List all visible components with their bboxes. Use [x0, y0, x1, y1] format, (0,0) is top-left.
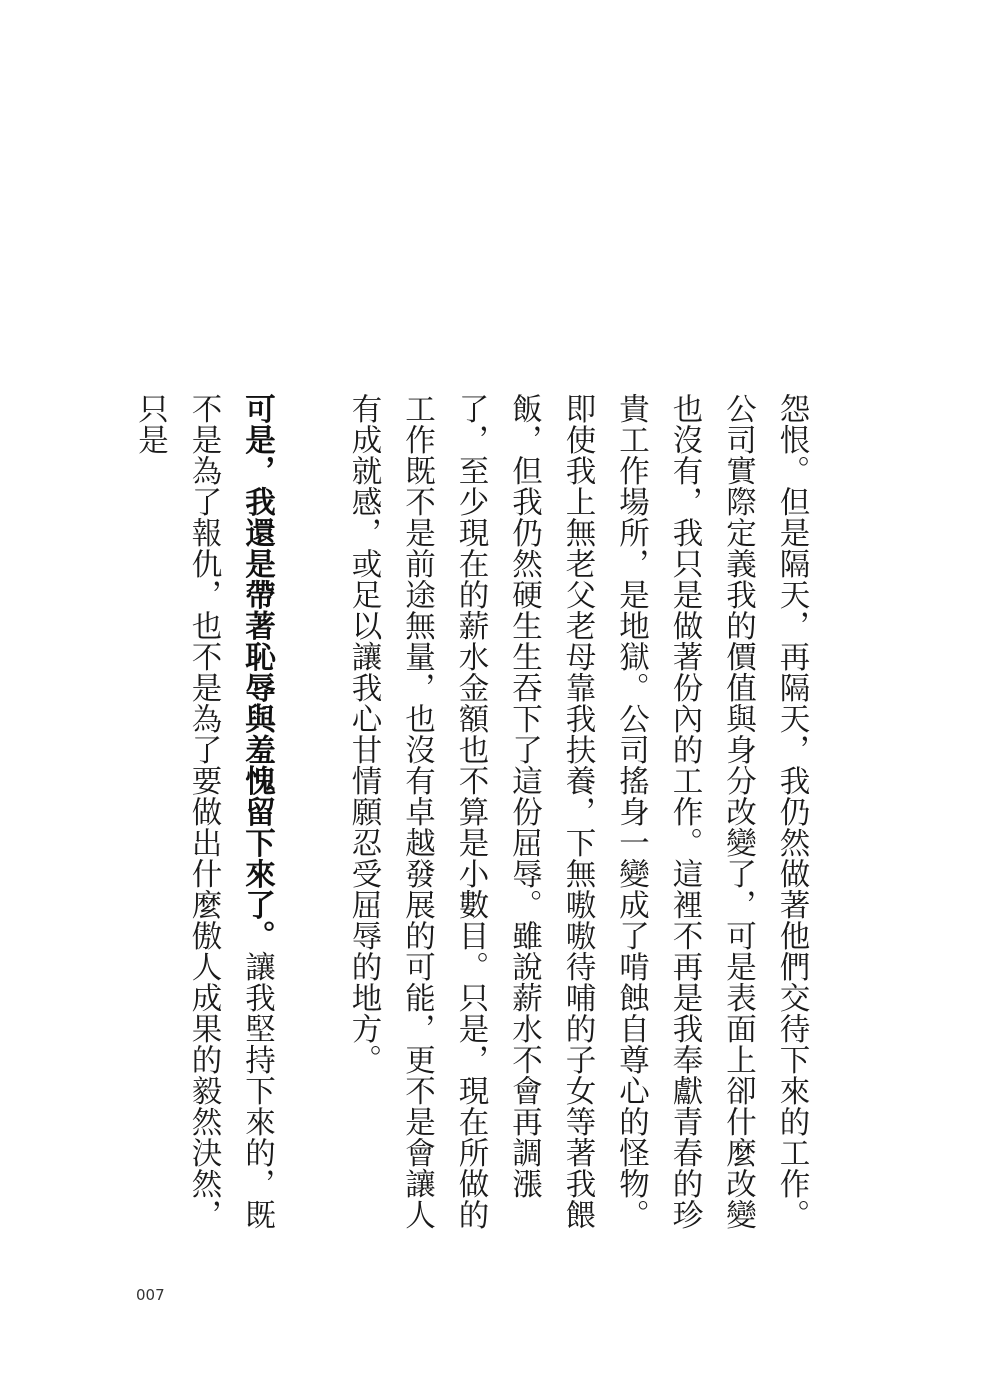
paragraph-2: 即使我上無老父老母靠我扶養，下無嗷嗷待哺的子女等著我餵飯，但我仍然硬生生吞下了這份屈辱。雖說薪水不會再調漲了，至少現在的薪水金額也不算是小數目。只是，現在所做的工作既不是前途無量，也沒有卓越發展的可能，更不是會讓人有成就感，或足以讓我心甘情願忍受屈辱的地方。: [346, 393, 595, 1230]
vertical-text-block: [128, 393, 818, 1243]
paragraph-3-rest: 讓我堅持下來的，既不是為了報仇，也不是為了要做出什麼傲人成果的毅然決然，只是: [132, 393, 275, 1230]
paragraph-3: [123, 393, 284, 1243]
emphasized-sentence: 可是，我還是帶著恥辱與羞愧留下來了。: [239, 393, 275, 951]
paragraph-1: 怨恨。但是隔天，再隔天，我仍然做著他們交待下來的工作。公司實際定義我的價值與身分改變了，可是表面上卻什麼改變也沒有，我只是做著份內的工作。這裡不再是我奉獻青春的珍貴工作場所，是地獄。公司搖身一變成了啃蝕自尊心的怪物。: [613, 393, 809, 1230]
page-number: 007: [136, 1286, 165, 1304]
